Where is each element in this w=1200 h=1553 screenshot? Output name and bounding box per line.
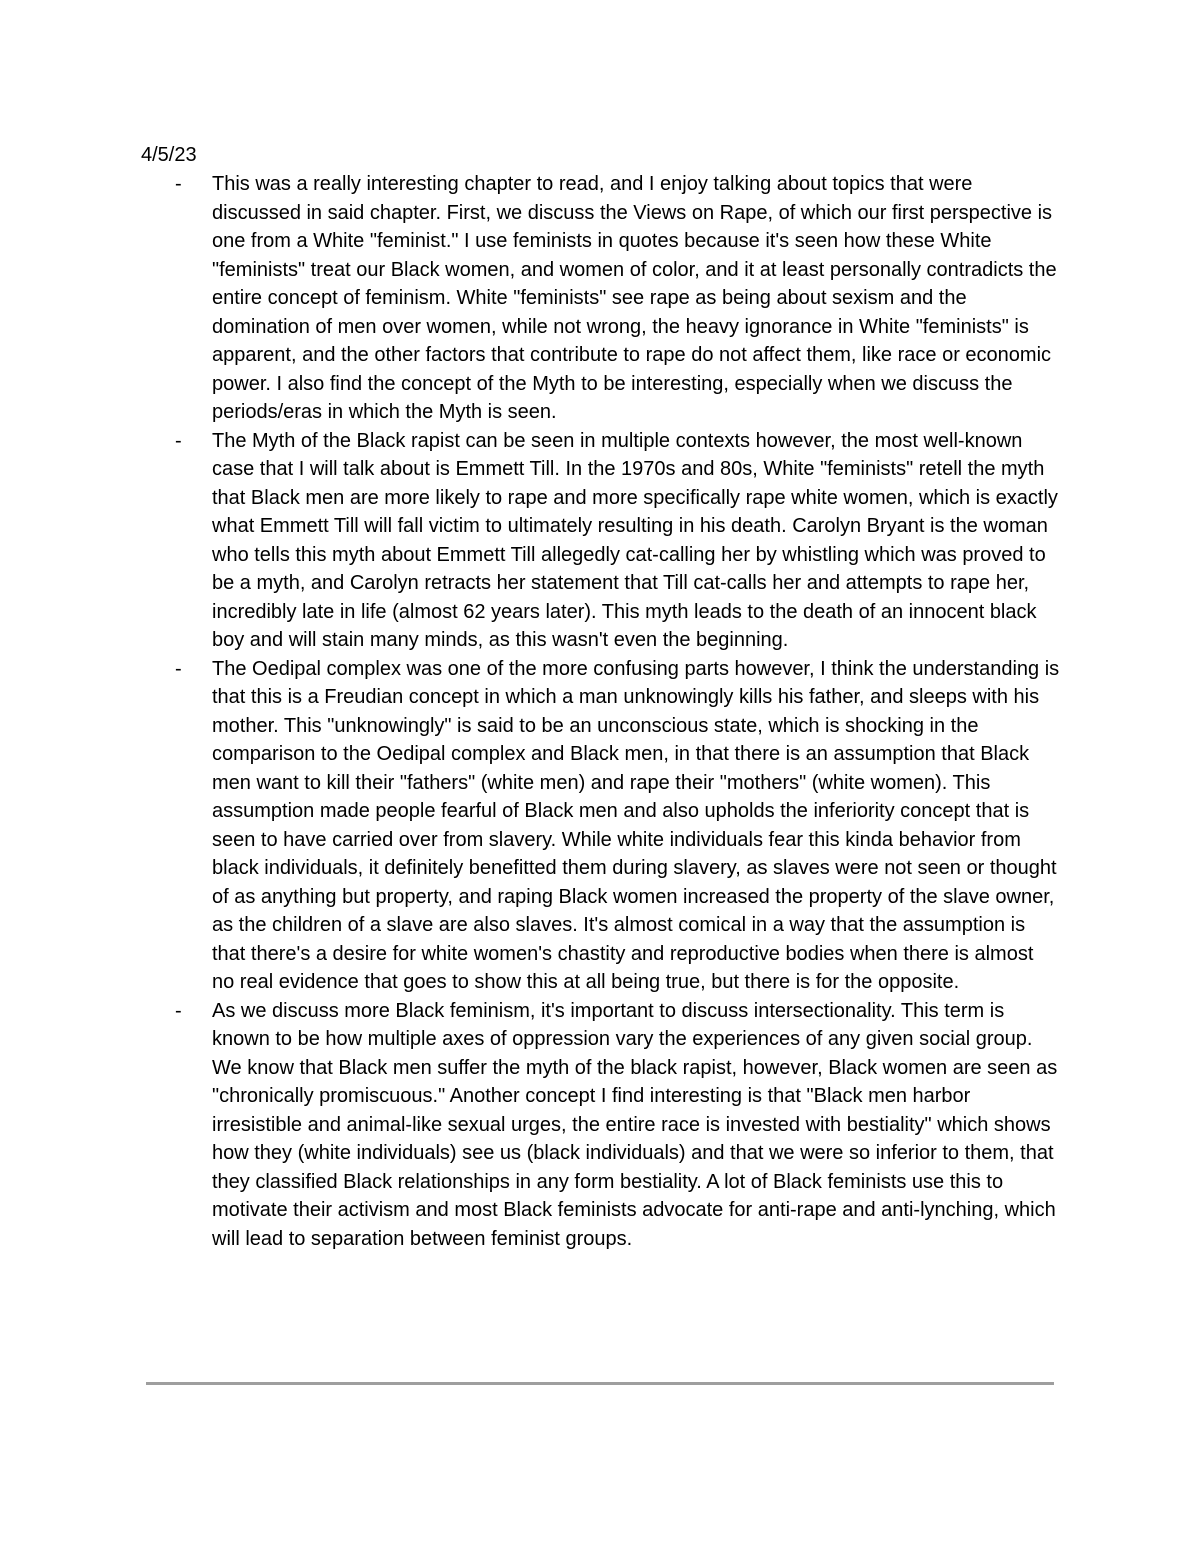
- bullet-dash: -: [175, 429, 182, 452]
- entry-date: 4/5/23: [141, 144, 197, 166]
- list-item: [141, 997, 1061, 1254]
- paragraph-text: This was a really interesting chapter to read, and I enjoy talking about topics that were discussed in said chapter. First, we discuss the Views on Rape, of which our first perspective is one from a White "feminist." I use feminists in quotes because it's seen how these White "feminists" treat our Black women, and women of color, and it at least personally contradicts the entire concept of feminism. White "feminists" see rape as being about sexism and the domination of men over women, while not wrong, the heavy ignorance in White "feminists" is apparent, and the other factors that contribute to rape do not affect them, like race or economic power. I also find the concept of the Myth to be interesting, especially when we discuss the periods/eras in which the Myth is seen.: [212, 173, 1057, 423]
- paragraph-text: As we discuss more Black feminism, it's important to discuss intersectionality. This term is known to be how multiple axes of oppression vary the experiences of any given social group. We know that Black men suffer the myth of the black rapist, however, Black women are seen as "chronically promiscuous." Another concept I find interesting is that "Black men harbor irresistible and animal-like sexual urges, the entire race is invested with bestiality" which shows how they (white individuals) see us (black individuals) and that we were so inferior to them, that they classified Black relationships in any form bestiality. A lot of Black feminists use this to motivate their activism and most Black feminists advocate for anti-rape and anti-lynching, which will lead to separation between feminist groups.: [212, 999, 1058, 1250]
- horizontal-divider: [146, 1382, 1054, 1385]
- paragraph-text: The Oedipal complex was one of the more confusing parts however, I think the understanding is that this is a Freudian concept in which a man unknowingly kills his father, and sleeps with his mother. This "unknowingly" is said to be an unconscious state, which is shocking in the comparison to the Oedipal complex and Black men, in that there is an assumption that Black men want to kill their "fathers" (white men) and rape their "mothers" (white women). This assumption made people fearful of Black men and also upholds the inferiority concept that is seen to have carried over from slavery. While white individuals fear this kinda behavior from black individuals, it definitely benefitted them during slavery, as slaves were not seen or thought of as anything but property, and raping Black women increased the property of the slave owner, as the children of a slave are also slaves. It's almost comical in a way that the assumption is that there's a desire for white women's chastity and reproductive bodies when there is almost no real evidence that goes to show this at all being true, but there is for the opposite.: [212, 657, 1060, 993]
- bullet-dash: -: [175, 999, 182, 1022]
- notes-list: [141, 170, 1061, 1253]
- bullet-dash: -: [175, 657, 182, 680]
- paragraph-text: The Myth of the Black rapist can be seen in multiple contexts however, the most well-known case that I will talk about is Emmett Till. In the 1970s and 80s, White "feminists" retell the myth that Black men are more likely to rape and more specifically rape white women, which is exactly what Emmett Till will fall victim to ultimately resulting in his death. Carolyn Bryant is the woman who tells this myth about Emmett Till allegedly cat-calling her by whistling which was proved to be a myth, and Carolyn retracts her statement that Till cat-calls her and attempts to rape her, incredibly late in life (almost 62 years later). This myth leads to the death of an innocent black boy and will stain many minds, as this wasn't even the beginning.: [212, 429, 1058, 651]
- list-item: [141, 655, 1061, 997]
- bullet-dash: -: [175, 173, 182, 195]
- list-item: [141, 170, 1061, 427]
- list-item: [141, 427, 1061, 655]
